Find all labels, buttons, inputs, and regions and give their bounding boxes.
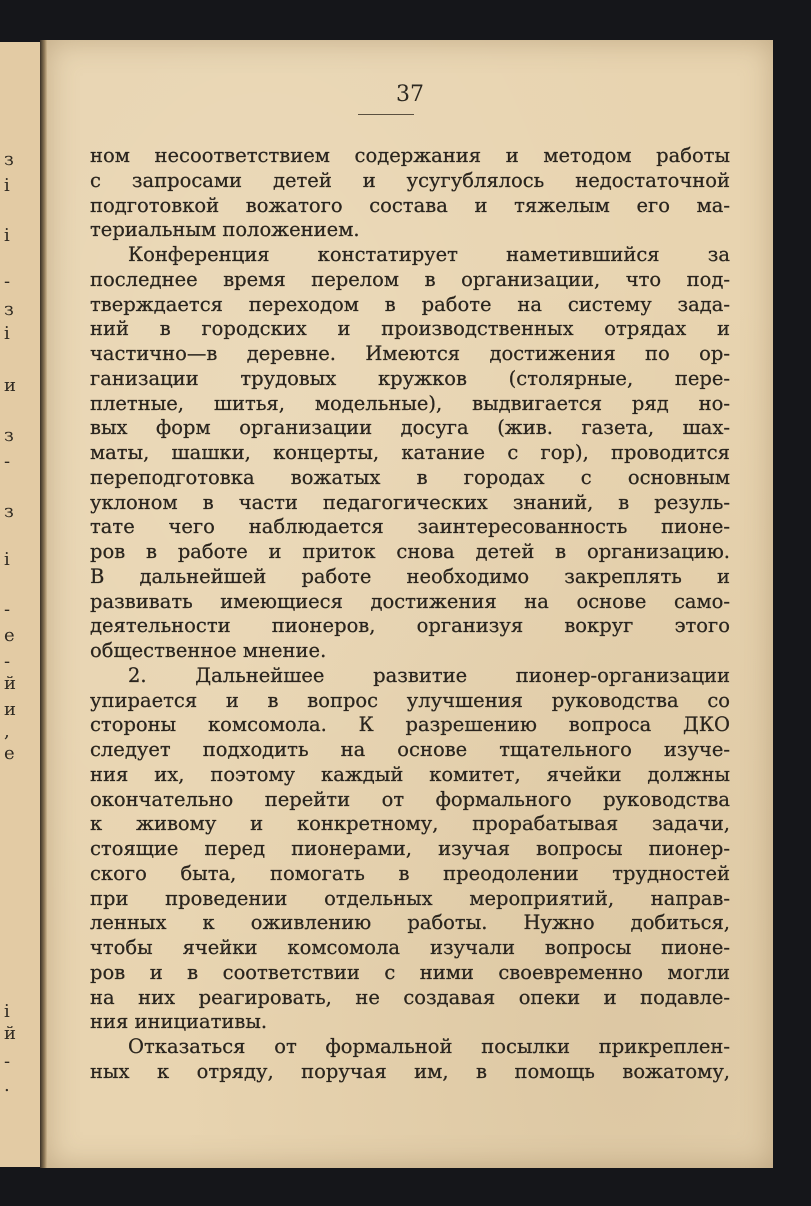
text-line: ленных к оживлению работы. Нужно добиться, <box>90 911 730 935</box>
left-fragment: з <box>4 425 14 446</box>
text-line: упирается и в вопрос улучшения руководства со <box>90 688 730 712</box>
text-line: ном несоответствием содержания и методом работы <box>90 144 730 167</box>
text-line: Конференция констатирует наметившийся за <box>128 243 730 266</box>
left-page-edge <box>0 42 43 1167</box>
left-fragment: . <box>4 1075 10 1096</box>
paragraph-conference <box>90 243 730 664</box>
text-line: следует подходить на основе тщательного изуче- <box>90 738 730 761</box>
left-fragment: е <box>4 625 15 646</box>
book-page <box>47 40 773 1168</box>
left-fragment: з <box>4 299 14 320</box>
left-fragment: - <box>4 1051 11 1072</box>
paragraph-refuse <box>90 1035 730 1085</box>
left-fragment: - <box>4 599 11 620</box>
text-line: стоящие перед пионерами, изучая вопросы пионер- <box>90 837 730 860</box>
text-line: ров в работе и приток снова детей в организацию. <box>90 540 730 563</box>
left-fragment: і <box>4 323 10 344</box>
left-fragment: й <box>4 1023 16 1044</box>
scan-background-right <box>773 40 811 1168</box>
text-line: Отказаться от формальной посылки прикреплен- <box>128 1035 730 1058</box>
left-fragment: е <box>4 743 15 764</box>
text-line: подготовкой вожатого состава и тяжелым его ма- <box>90 193 730 217</box>
text-line: последнее время перелом в организации, что под- <box>90 267 730 291</box>
paragraph-item-2 <box>90 664 730 1035</box>
text-line: окончательно перейти от формального руководства <box>90 787 730 811</box>
left-fragment: і <box>4 549 10 570</box>
text-line: В дальнейшей работе необходимо закреплять и <box>90 564 730 588</box>
left-fragment: - <box>4 271 11 292</box>
text-line: маты, шашки, концерты, катание с гор), проводится <box>90 441 730 464</box>
book-gutter <box>40 40 47 1168</box>
left-fragment: й <box>4 673 16 694</box>
left-fragment: - <box>4 651 11 672</box>
text-line: ганизации трудовых кружков (столярные, пере- <box>90 366 730 390</box>
text-line: ния их, поэтому каждый комитет, ячейки должны <box>90 762 730 786</box>
left-fragment: з <box>4 501 14 522</box>
page-number: 37 <box>396 82 424 107</box>
left-fragment: і <box>4 225 10 246</box>
paragraph-continuation <box>90 144 730 243</box>
text-line: тверждается переходом в работе на систему зада- <box>90 292 730 316</box>
text-line: ния инициативы. <box>90 1010 268 1034</box>
text-line: стороны комсомола. К разрешению вопроса ДКО <box>90 713 730 737</box>
text-line: ний в городских и производственных отрядах и <box>90 317 730 341</box>
text-line: териальным положением. <box>90 218 360 242</box>
text-line: частично—в деревне. Имеются достижения по ор- <box>90 342 730 365</box>
left-fragment: - <box>4 451 11 472</box>
left-fragment: з <box>4 149 14 170</box>
text-line: ров и в соответствии с ними своевременно могли <box>90 960 730 984</box>
text-line: при проведении отдельных мероприятий, направ- <box>90 886 730 910</box>
text-line: на них реагировать, не создавая опеки и подавле- <box>90 985 730 1009</box>
text-line: с запросами детей и усугублялось недостаточной <box>90 168 730 192</box>
left-page-fragments <box>0 42 40 1167</box>
text-line: 2. Дальнейшее развитие пионер-организации <box>128 663 730 687</box>
text-line: уклоном в части педагогических знаний, в резуль- <box>90 490 730 514</box>
text-line: плетные, шитья, модельные), выдвигается ряд но- <box>90 391 730 415</box>
text-line: ных к отряду, поручая им, в помощь вожатому, <box>90 1059 730 1083</box>
text-line: вых форм организации досуга (жив. газета, шах- <box>90 416 730 440</box>
left-fragment: і <box>4 1001 10 1022</box>
left-fragment: , <box>4 721 10 742</box>
text-line: к живому и конкретному, прорабатывая задачи, <box>90 812 730 836</box>
page-text <box>90 144 730 1085</box>
text-line: ского быта, помогать в преодолении трудностей <box>90 861 730 885</box>
text-line: чтобы ячейки комсомола изучали вопросы пионе- <box>90 936 730 959</box>
text-line: общественное мнение. <box>90 639 327 662</box>
page-number-rule <box>358 114 414 115</box>
text-line: развивать имеющиеся достижения на основе само- <box>90 589 730 613</box>
left-fragment: и <box>4 699 16 720</box>
text-line: переподготовка вожатых в городах с основным <box>90 465 730 489</box>
left-fragment: і <box>4 175 10 196</box>
left-fragment: и <box>4 375 16 396</box>
text-line: деятельности пионеров, организуя вокруг этого <box>90 614 730 638</box>
text-line: тате чего наблюдается заинтересованность пионе- <box>90 515 730 539</box>
